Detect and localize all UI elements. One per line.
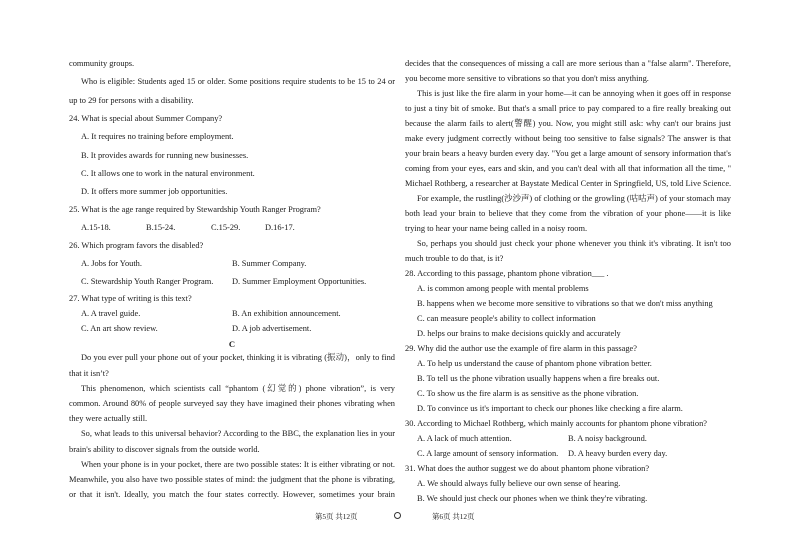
option-28b: B. happens when we become more sensitive to vibrations so that we don't miss anything bbox=[417, 299, 713, 308]
passage-line: much trouble to do that, is it? bbox=[405, 254, 504, 263]
option-29d: D. To convince us it's important to check our phones like checking a fire alarm. bbox=[417, 404, 683, 413]
passage-line: Do you ever pull your phone out of your pocket, thinking it is vibrating (振动)，only to find bbox=[81, 353, 395, 362]
section-heading: C bbox=[228, 339, 236, 349]
passage-line: because the alarm fails to alert(警醒) you. Now, you might still ask: why can't our brains just bbox=[405, 119, 731, 128]
passage-line: When your phone is in your pocket, there are two possible states: It is either vibrating or not. bbox=[81, 460, 395, 469]
passage-line: that it isn’t? bbox=[69, 369, 109, 378]
binding-hole-icon bbox=[394, 512, 401, 519]
option-30a: A. A lack of much attention. bbox=[417, 434, 512, 443]
passage-line: Michael Rothberg, a researcher at Baystate Medical Center in Springfield, US, told Live Science. bbox=[405, 179, 732, 188]
option-30d: D. A heavy burden every day. bbox=[568, 449, 668, 458]
page-number-left: 第5页 共12页 bbox=[315, 512, 358, 521]
passage-line: or that it isn't. Ideally, you match the four states correctly. However, sometimes your brain bbox=[69, 490, 395, 499]
option-26a: A. Jobs for Youth. bbox=[81, 259, 142, 268]
passage-line: coming from your eyes, ears and skin, and you can't deal with all that information all the time, " bbox=[405, 164, 731, 173]
text-line: up to 29 for persons with a disability. bbox=[69, 96, 194, 105]
passage-line: you become more sensitive to vibrations so that you don't miss anything. bbox=[405, 74, 649, 83]
option-30c: C. A large amount of sensory information. bbox=[417, 449, 559, 458]
option-29b: B. To tell us the phone vibration usually happens when a fire breaks out. bbox=[417, 374, 660, 383]
option-27d: D. A job advertisement. bbox=[232, 324, 312, 333]
option-26c: C. Stewardship Youth Ranger Program. bbox=[81, 277, 214, 286]
passage-line: to just a tiny bit of smoke. But that's a small price to pay compared to a fire really breaking out bbox=[405, 104, 731, 113]
question-31: 31. What does the author suggest we do about phantom phone vibration? bbox=[405, 464, 650, 473]
passage-line: make every judgment correctly without being too sensitive to false signals? The answer is that bbox=[405, 134, 731, 143]
text-line: Who is eligible: Students aged 15 or older. Some positions require students to be 15 to 24 or bbox=[81, 77, 395, 86]
question-27: 27. What type of writing is this text? bbox=[69, 294, 192, 303]
option-29a: A. To help us understand the cause of phantom phone vibration better. bbox=[417, 359, 652, 368]
option-28a: A. is common among people with mental problems bbox=[417, 284, 589, 293]
option-25d: D.16-17. bbox=[265, 223, 295, 232]
option-25b: B.15-24. bbox=[146, 223, 176, 232]
option-26b: B. Summer Company. bbox=[232, 259, 307, 268]
option-24d: D. It offers more summer job opportunities. bbox=[81, 187, 228, 196]
passage-line: decides that the consequences of missing a call are more serious than a "false alarm". Therefore, bbox=[405, 59, 731, 68]
option-25c: C.15-29. bbox=[211, 223, 241, 232]
option-29c: C. To show us the fire alarm is as sensitive as the phone vibration. bbox=[417, 389, 639, 398]
passage-line: common. Around 80% of people surveyed say they have imagined their phones vibrating when bbox=[69, 399, 395, 408]
passage-line: This is just like the fire alarm in your home—it can be annoying when it goes off in response bbox=[417, 89, 731, 98]
option-24b: B. It provides awards for running new businesses. bbox=[81, 151, 249, 160]
option-25a: A.15-18. bbox=[81, 223, 111, 232]
option-31a: A. We should always fully believe our own sense of hearing. bbox=[417, 479, 621, 488]
question-30: 30. According to Michael Rothberg, which mainly accounts for phantom phone vibration? bbox=[405, 419, 707, 428]
option-28d: D. helps our brains to make decisions quickly and accurately bbox=[417, 329, 621, 338]
question-25: 25. What is the age range required by Stewardship Youth Ranger Program? bbox=[69, 205, 321, 214]
passage-line: they were actually still. bbox=[69, 414, 148, 423]
text-line: community groups. bbox=[69, 59, 135, 68]
option-27a: A. A travel guide. bbox=[81, 309, 141, 318]
question-26: 26. Which program favors the disabled? bbox=[69, 241, 204, 250]
passage-line: brain's ability to discover signals from the outside world. bbox=[69, 445, 260, 454]
option-27c: C. An art show review. bbox=[81, 324, 158, 333]
option-24a: A. It requires no training before employment. bbox=[81, 132, 234, 141]
question-28: 28. According to this passage, phantom phone vibration___ . bbox=[405, 269, 609, 278]
passage-line: your brain bears a heavy burden every day. "You get a large amount of sensory information that's bbox=[405, 149, 731, 158]
passage-line: This phenomenon, which scientists call “phantom (幻觉的) phone vibration”, is very bbox=[81, 384, 395, 393]
option-28c: C. can measure people's ability to collect information bbox=[417, 314, 596, 323]
option-31b: B. We should just check our phones when we think they're vibrating. bbox=[417, 494, 648, 503]
passage-line: both lead your brain to believe that they come from the vibration of your phone——it is like bbox=[405, 209, 731, 218]
passage-line: trying to hear your name being called in a noisy room. bbox=[405, 224, 588, 233]
passage-line: Meanwhile, you also have two possible states of mind: the judgment that the phone is vibrating, bbox=[69, 475, 395, 484]
option-24c: C. It allows one to work in the natural environment. bbox=[81, 169, 255, 178]
passage-line: So, what leads to this universal behavior? According to the BBC, the explanation lies in your bbox=[81, 429, 395, 438]
passage-line: For example, the rustling(沙沙声) of clothing or the growling (咕咕声) of your stomach may bbox=[417, 194, 731, 203]
option-27b: B. An exhibition announcement. bbox=[232, 309, 341, 318]
option-30b: B. A noisy background. bbox=[568, 434, 647, 443]
question-29: 29. Why did the author use the example of fire alarm in this passage? bbox=[405, 344, 637, 353]
passage-line: So, perhaps you should just check your phone whenever you think it's vibrating. It isn't too bbox=[417, 239, 731, 248]
page-number-right: 第6页 共12页 bbox=[432, 512, 475, 521]
question-24: 24. What is special about Summer Company? bbox=[69, 114, 223, 123]
option-26d: D. Summer Employment Opportunities. bbox=[232, 277, 367, 286]
